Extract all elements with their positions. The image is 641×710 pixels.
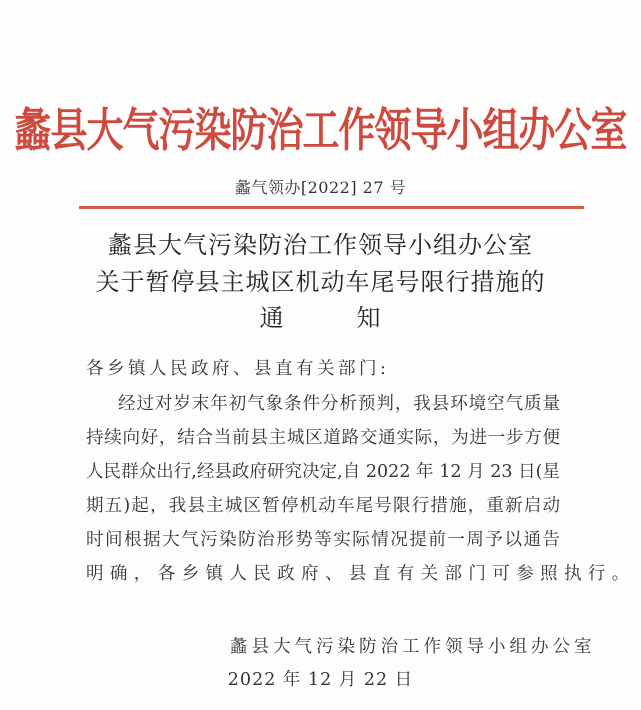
body-line-2: 持续向好，结合当前县主城区道路交通实际，为进一步方便 [86, 428, 560, 448]
document-number: 蠡气领办[2022] 27 号 [234, 178, 407, 197]
body-line-1: 经过对岁末年初气象条件分析预判，我县环境空气质量 [118, 394, 560, 414]
notice-title-word-left: 通 [259, 304, 285, 332]
body-line-6: 明确，各乡镇人民政府、县直有关部门可参照执行。 [86, 564, 636, 584]
salutation: 各乡镇人民政府、县直有关部门: [86, 359, 390, 379]
signature-office: 蠡县大气污染防治工作领导小组办公室 [230, 637, 596, 657]
notice-title-line-2: 关于暂停县主城区机动车尾号限行措施的 [95, 268, 546, 296]
notice-title-word-right: 知 [356, 304, 382, 332]
body-line-3: 人民群众出行,经县政府研究决定,自 2022 年 12 月 23 日(星 [86, 462, 560, 482]
issuing-office-red-header: 蠡县大气污染防治工作领导小组办公室 [14, 102, 627, 157]
body-line-4: 期五)起，我县主城区暂停机动车尾号限行措施，重新启动 [86, 496, 560, 516]
notice-title-line-3 [0, 298, 641, 333]
red-header-rule [79, 206, 584, 209]
body-line-5: 时间根据大气污染防治形势等实际情况提前一周予以通告 [86, 530, 560, 550]
notice-title-line-1: 蠡县大气污染防治工作领导小组办公室 [108, 231, 533, 259]
issue-date: 2022 年 12 月 22 日 [227, 670, 414, 690]
